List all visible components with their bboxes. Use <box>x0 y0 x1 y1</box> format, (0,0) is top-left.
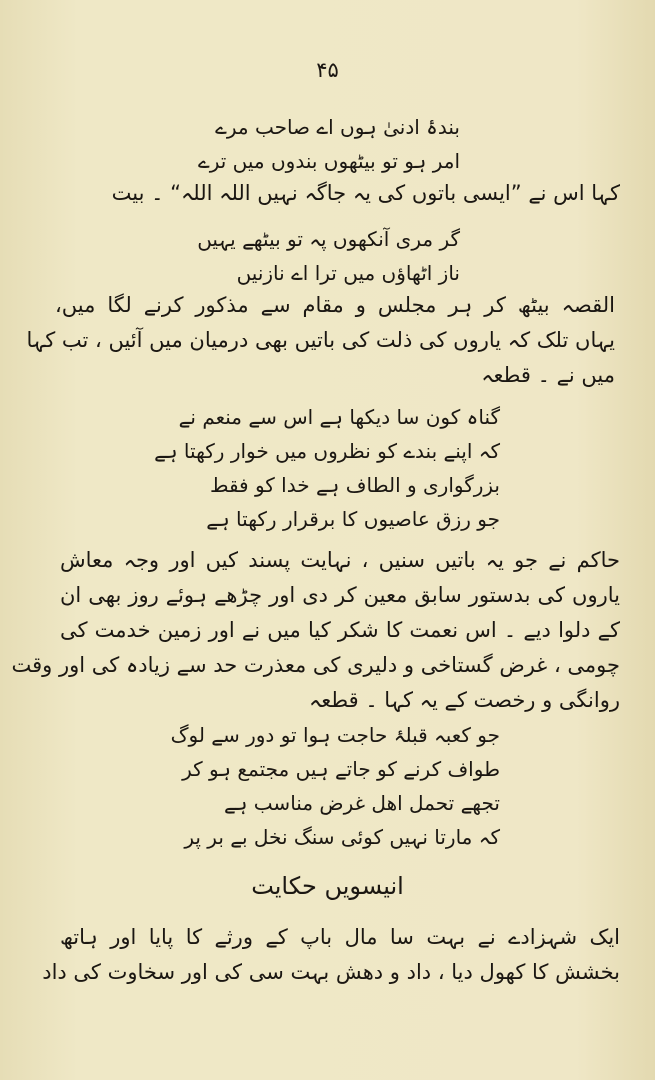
prose-line: یہاں تلک کہ یاروں کی ذلت کی باتیں بھی درمیان میں آئیں ، تب کہا <box>26 328 615 352</box>
prose-line: حاکم نے جو یہ باتیں سنیں ، نہایت پسند کیں اور وجہ معاش <box>60 548 620 572</box>
verse-quatrain-2 <box>170 718 500 854</box>
verse-quatrain-1 <box>154 400 500 536</box>
prose-paragraph-3 <box>11 543 620 718</box>
section-heading: انیسویں حکایت <box>251 872 404 900</box>
verse-line: بندۂ ادنیٰ ہوں اے صاحب مرے <box>215 115 460 139</box>
verse-line: ناز اٹھاؤں میں ترا اے نازنیں <box>236 261 460 285</box>
prose-line: روانگی و رخصت کے یہ کہا ۔ قطعہ <box>308 688 620 712</box>
prose-line: ایک شہزادے نے بہت سا مال باپ کے ورثے کا پایا اور ہاتھ <box>60 925 620 949</box>
prose-line: القصہ بیٹھ کر ہر مجلس و مقام سے مذکور کرنے لگا میں، <box>55 293 615 317</box>
verse-line: کہ اپنے بندے کو نظروں میں خوار رکھتا ہے <box>154 439 500 463</box>
prose-line: کے دلوا دیے ۔ اس نعمت کا شکر کیا میں نے اور زمین خدمت کی <box>60 618 620 642</box>
verse-line: امر ہو تو بیٹھوں بندوں میں ترے <box>197 149 460 173</box>
prose-line: کہا اس نے ”ایسی باتوں کی یہ جاگہ نہیں اللہ اللہ“ ۔ بیت <box>111 181 620 205</box>
prose-line: میں نے ۔ قطعہ <box>481 363 615 387</box>
verse-line: جو کعبہ قبلۂ حاجت ہوا تو دور سے لوگ <box>170 723 500 747</box>
verse-line: گناہ کون سا دیکھا ہے اس سے منعم نے <box>178 405 500 429</box>
verse-couplet-1 <box>197 110 460 178</box>
page-number: ۴۵ <box>316 58 339 82</box>
verse-line: جو رزق عاصیوں کا برقرار رکھتا ہے <box>206 507 500 531</box>
verse-couplet-2 <box>197 222 460 290</box>
prose-line: یاروں کی بدستور سابق معین کر دی اور چڑھے ہوئے روز بھی ان <box>60 583 620 607</box>
verse-line: بزرگواری و الطاف ہے خدا کو فقط <box>209 473 500 497</box>
prose-paragraph-4 <box>42 920 620 990</box>
verse-line: کہ مارتا نہیں کوئی سنگ نخل بے بر پر <box>184 825 500 849</box>
verse-line: طواف کرنے کو جاتے ہیں مجتمع ہو کر <box>182 757 500 781</box>
prose-line: چومی ، غرض گستاخی و دلیری کی معذرت حد سے زیادہ کی اور وقت <box>11 653 620 677</box>
verse-line: گر مری آنکھوں پہ تو بیٹھے یہیں <box>197 227 460 251</box>
prose-paragraph-1 <box>60 176 620 211</box>
verse-line: تجھے تحمل اھل غرض مناسب ہے <box>224 791 500 815</box>
prose-line: بخشش کا کھول دیا ، داد و دھش بہت سی کی اور سخاوت کی داد <box>42 960 620 984</box>
prose-paragraph-2 <box>26 288 615 393</box>
